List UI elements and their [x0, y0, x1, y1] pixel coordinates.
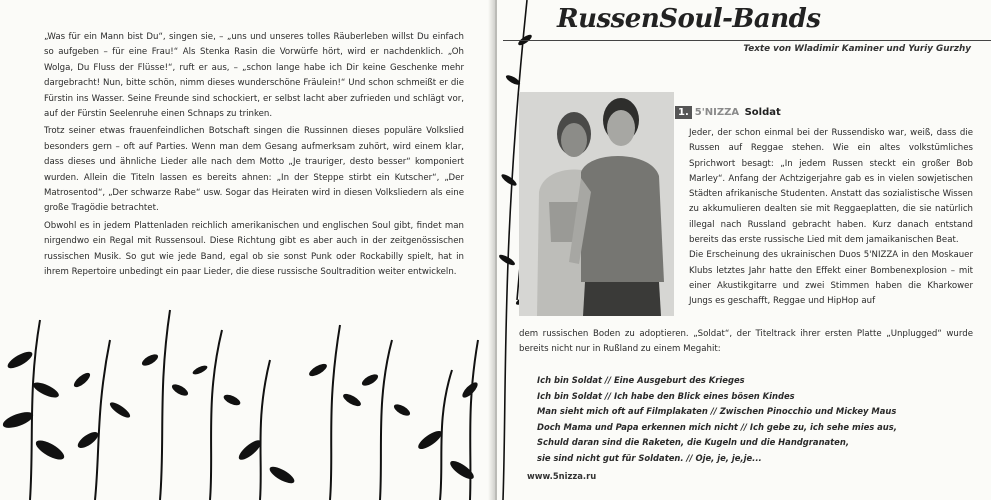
lyric-line: Schuld daran sind die Raketen, die Kugeln und die Handgranaten, — [537, 437, 850, 447]
lyric-line: Ich bin Soldat // Ich habe den Blick eines bösen Kindes — [537, 390, 795, 401]
lyric-line: Man sieht mich oft auf Filmplakaten // Zwischen Pinocchio und Mickey Maus — [537, 406, 897, 416]
left-body-text — [44, 30, 464, 283]
song-lyrics — [537, 373, 977, 466]
lyric-line: Doch Mama und Papa erkennen mich nicht // Ich gebe zu, ich sehe mies aus, — [537, 421, 897, 432]
band-website-link[interactable]: www.5nizza.ru — [527, 471, 597, 481]
page-title: RussenSoul-Bands — [557, 4, 821, 34]
page-subtitle: Texte von Wladimir Kaminer und Yuriy Gurzhy — [743, 44, 971, 54]
paragraph: dem russischen Boden zu adoptieren. „Soldat“, der Titeltrack ihrer ersten Platte „Unplugged“ wurde bereits nicht nur in Rußland zu einem Megahit: — [519, 329, 973, 355]
band-description — [689, 126, 973, 310]
paragraph: Obwohl es in jedem Plattenladen reichlich amerikanischen und englischen Soul gibt, findet man nirgendwo ein Regal mit Russensoul. Diese Richtung gibt es aber auch in der zeitgenössischen russischen Musik. So gut wie jede Band, egal ob sie sonst Punk oder Rockabilly spielt, hat in ihrem Repertoire unbedingt ein paar Lieder, die diese russische Soultradition weiter entwickeln. — [44, 220, 464, 278]
band-heading — [675, 106, 781, 119]
title-divider — [503, 40, 991, 41]
left-page — [0, 0, 493, 500]
band-photo — [519, 92, 674, 316]
paragraph: Jeder, der schon einmal bei der Russendisko war, weiß, dass die Russen auf Reggae stehen. Wie ein altes volkstümliches Sprichwort besagt: „In jedem Russen steckt ein großer Bob Marley“. Anfang der Achtzigerjahre gab es in vielen sowjetischen Städten afrikanische Studenten. Anstatt das sozialistische Wissen zu akkumulieren dealten sie mit Reggaeplatten, die sie natürlich illegal nach Russland gebracht haben. Kurz danach entstand bereits das erste russische Lied mit dem jamaikanischen Beat. — [689, 128, 973, 246]
band-name: 5'NIZZA — [694, 107, 740, 118]
paragraph: „Was für ein Mann bist Du“, singen sie, – „uns und unseres tolles Räuberleben willst Du einfach so aufgeben – für eine Frau!“ Als Stenka Rasin die Vorwürfe hört, wird er nachdenklich. „Oh Wolga, Du Fluss der Flüsse!“, ruft er aus, – „schon lange habe ich Dir keine Geschenke mehr dargebracht! Nun, bitte schön, nimm dieses wunderschöne Fräulein!“ Und schon schmeißt er die Fürstin ins Wasser. Seine Freunde sind schockiert, er selbst lacht aber zufrieden und schlägt vor, auf der Fürstin Seelenruhe einen Schnaps zu trinken. — [44, 32, 464, 120]
paragraph: Trotz seiner etwas frauenfeindlichen Botschaft singen die Russinnen dieses populäre Volkslied besonders gern – oft auf Parties. Wenn man dem Gesang aufmerksam zuhört, wird einem klar, dass dieses und ähnliche Lieder alle nach dem Motto „Je trauriger, desto besser“ komponiert wurden. Allein die Titeln lassen es bereits ahnen: „In der Steppe stirbt ein Kutscher“, „Der Matrosentod“, „Der schwarze Rabe“ usw. Sogar das Heiraten wird in diesen Volksliedern als eine große Tragödie betrachtet. — [44, 126, 464, 214]
plant-illustration — [0, 300, 493, 500]
right-page — [497, 0, 991, 500]
lyric-line: Ich bin Soldat // Eine Ausgeburt des Krieges — [537, 375, 745, 385]
lyric-line: sie sind nicht gut für Soldaten. // Oje, je, je,je... — [537, 452, 762, 463]
song-title: Soldat — [744, 107, 781, 118]
paragraph: Die Erscheinung des ukrainischen Duos 5'NIZZA in den Moskauer Klubs letztes Jahr hatte den Effekt einer Bombenexplosion – mit einer Akustikgitarre und zwei Stimmen haben die Kharkower Jungs es geschafft, Reggae und HipHop auf — [689, 250, 973, 307]
band-number: 1. — [675, 106, 692, 119]
band-description-continued — [519, 327, 973, 358]
